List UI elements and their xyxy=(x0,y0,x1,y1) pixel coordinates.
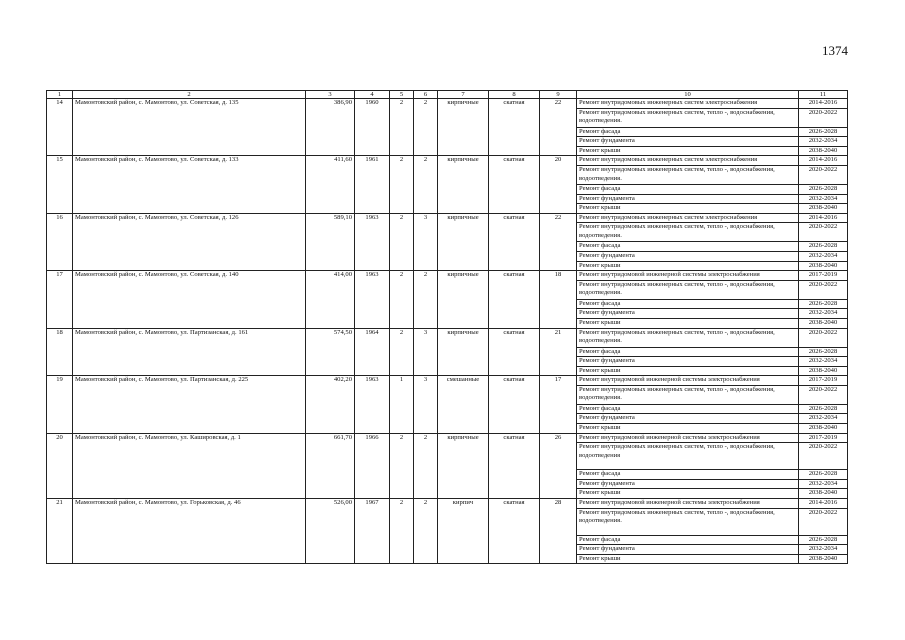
area-cell: 414,00 xyxy=(306,271,355,328)
work-name: Ремонт фундамента xyxy=(577,137,799,147)
work-name: Ремонт крыши xyxy=(577,489,799,499)
work-name: Ремонт крыши xyxy=(577,318,799,328)
roof-cell: скатная xyxy=(489,376,540,433)
area-cell: 402,20 xyxy=(306,376,355,433)
residents-cell: 18 xyxy=(540,271,577,328)
row-number: 14 xyxy=(47,99,73,156)
work-name: Ремонт фундамента xyxy=(577,357,799,367)
work-period: 2026-2028 xyxy=(799,470,848,480)
roof-cell: скатная xyxy=(489,213,540,270)
work-name: Ремонт фасада xyxy=(577,535,799,545)
work-period: 2032-2034 xyxy=(799,479,848,489)
work-period: 2020-2022 xyxy=(799,280,848,299)
work-period: 2038-2040 xyxy=(799,318,848,328)
walls-cell: кирпичные xyxy=(438,328,489,376)
work-name: Ремонт фасада xyxy=(577,299,799,309)
residents-cell: 21 xyxy=(540,328,577,376)
year-cell: 1967 xyxy=(355,499,390,564)
year-cell: 1966 xyxy=(355,433,390,498)
work-name: Ремонт внутридомовых инженерных систем электроснабжения xyxy=(577,99,799,109)
roof-cell: скатная xyxy=(489,271,540,328)
address-cell: Мамонтовский район, с. Мамонтово, ул. Горьковская, д. 46 xyxy=(73,499,306,564)
residents-cell: 26 xyxy=(540,433,577,498)
column-header: 4 xyxy=(355,91,390,99)
work-period: 2026-2028 xyxy=(799,242,848,252)
work-period: 2014-2016 xyxy=(799,213,848,223)
work-name: Ремонт фасада xyxy=(577,347,799,357)
floors-cell: 1 xyxy=(390,376,414,433)
work-name: Ремонт крыши xyxy=(577,554,799,564)
year-cell: 1960 xyxy=(355,99,390,156)
address-cell: Мамонтовский район, с. Мамонтово, ул. Советская, д. 133 xyxy=(73,156,306,213)
address-cell: Мамонтовский район, с. Мамонтово, ул. Кашировская, д. 1 xyxy=(73,433,306,498)
work-period: 2026-2028 xyxy=(799,404,848,414)
area-cell: 589,10 xyxy=(306,213,355,270)
address-cell: Мамонтовский район, с. Мамонтово, ул. Партизанская, д. 161 xyxy=(73,328,306,376)
floors-cell: 2 xyxy=(390,156,414,213)
work-name: Ремонт внутридомовой инженерной системы электроснабжения xyxy=(577,271,799,281)
floors-cell: 2 xyxy=(390,433,414,498)
floors-cell: 2 xyxy=(390,99,414,156)
roof-cell: скатная xyxy=(489,499,540,564)
work-name: Ремонт внутридомовых инженерных систем, тепло -, водоснабжения, водоотведения. xyxy=(577,165,799,184)
work-name: Ремонт внутридомовых инженерных систем, тепло -, водоснабжения, водоотведения. xyxy=(577,223,799,242)
work-period: 2020-2022 xyxy=(799,223,848,242)
entrances-cell: 2 xyxy=(414,99,438,156)
column-header: 1 xyxy=(47,91,73,99)
entrances-cell: 3 xyxy=(414,213,438,270)
work-name: Ремонт внутридомовой инженерной системы электроснабжения xyxy=(577,433,799,443)
work-period: 2020-2022 xyxy=(799,443,848,470)
work-name: Ремонт фундамента xyxy=(577,251,799,261)
roof-cell: скатная xyxy=(489,156,540,213)
work-period: 2032-2034 xyxy=(799,357,848,367)
residents-cell: 20 xyxy=(540,156,577,213)
work-period: 2032-2034 xyxy=(799,137,848,147)
work-name: Ремонт фасада xyxy=(577,404,799,414)
walls-cell: кирпичные xyxy=(438,156,489,213)
row-number: 16 xyxy=(47,213,73,270)
work-name: Ремонт крыши xyxy=(577,366,799,376)
table-row xyxy=(47,376,848,386)
table-row xyxy=(47,213,848,223)
area-cell: 386,90 xyxy=(306,99,355,156)
work-period: 2017-2019 xyxy=(799,433,848,443)
work-period: 2020-2022 xyxy=(799,385,848,404)
row-number: 19 xyxy=(47,376,73,433)
roof-cell: скатная xyxy=(489,433,540,498)
work-period: 2020-2022 xyxy=(799,108,848,127)
walls-cell: смешанные xyxy=(438,376,489,433)
work-name: Ремонт внутридомовых инженерных систем электроснабжения xyxy=(577,213,799,223)
table-row xyxy=(47,499,848,509)
work-name: Ремонт внутридомовых инженерных систем, тепло -, водоснабжения, водоотведения. xyxy=(577,280,799,299)
work-period: 2026-2028 xyxy=(799,347,848,357)
housing-repair-table xyxy=(46,90,848,564)
residents-cell: 17 xyxy=(540,376,577,433)
work-name: Ремонт внутридомовых инженерных систем электроснабжения xyxy=(577,156,799,166)
floors-cell: 2 xyxy=(390,213,414,270)
work-period: 2026-2028 xyxy=(799,535,848,545)
work-name: Ремонт внутридомовой инженерной системы электроснабжения xyxy=(577,376,799,386)
work-period: 2014-2016 xyxy=(799,99,848,109)
entrances-cell: 2 xyxy=(414,156,438,213)
work-name: Ремонт внутридомовых инженерных систем, тепло -, водоснабжения, водоотведения. xyxy=(577,108,799,127)
column-header: 8 xyxy=(489,91,540,99)
work-name: Ремонт фасада xyxy=(577,242,799,252)
work-name: Ремонт крыши xyxy=(577,146,799,156)
work-period: 2017-2019 xyxy=(799,376,848,386)
floors-cell: 2 xyxy=(390,271,414,328)
entrances-cell: 2 xyxy=(414,433,438,498)
work-period: 2017-2019 xyxy=(799,271,848,281)
column-header: 5 xyxy=(390,91,414,99)
year-cell: 1961 xyxy=(355,156,390,213)
work-period: 2032-2034 xyxy=(799,251,848,261)
column-header: 10 xyxy=(577,91,799,99)
work-name: Ремонт крыши xyxy=(577,261,799,271)
work-period: 2038-2040 xyxy=(799,366,848,376)
work-period: 2026-2028 xyxy=(799,127,848,137)
work-period: 2026-2028 xyxy=(799,184,848,194)
walls-cell: кирпичные xyxy=(438,433,489,498)
work-name: Ремонт внутридомовой инженерной системы электроснабжения xyxy=(577,499,799,509)
column-header: 3 xyxy=(306,91,355,99)
table-row xyxy=(47,328,848,347)
table-row xyxy=(47,433,848,443)
year-cell: 1963 xyxy=(355,271,390,328)
entrances-cell: 2 xyxy=(414,499,438,564)
table-row xyxy=(47,271,848,281)
work-period: 2038-2040 xyxy=(799,261,848,271)
work-name: Ремонт фундамента xyxy=(577,309,799,319)
column-header: 6 xyxy=(414,91,438,99)
row-number: 18 xyxy=(47,328,73,376)
work-name: Ремонт фундамента xyxy=(577,414,799,424)
work-name: Ремонт фундамента xyxy=(577,194,799,204)
row-number: 20 xyxy=(47,433,73,498)
address-cell: Мамонтовский район, с. Мамонтово, ул. Партизанская, д. 225 xyxy=(73,376,306,433)
work-name: Ремонт фасада xyxy=(577,184,799,194)
column-header: 7 xyxy=(438,91,489,99)
area-cell: 661,70 xyxy=(306,433,355,498)
work-name: Ремонт крыши xyxy=(577,204,799,214)
work-period: 2038-2040 xyxy=(799,146,848,156)
work-period: 2026-2028 xyxy=(799,299,848,309)
work-period: 2038-2040 xyxy=(799,554,848,564)
address-cell: Мамонтовский район, с. Мамонтово, ул. Советская, д. 126 xyxy=(73,213,306,270)
year-cell: 1963 xyxy=(355,376,390,433)
roof-cell: скатная xyxy=(489,328,540,376)
walls-cell: кирпичные xyxy=(438,99,489,156)
work-period: 2032-2034 xyxy=(799,194,848,204)
entrances-cell: 3 xyxy=(414,376,438,433)
page-number: 1374 xyxy=(822,43,848,58)
work-period: 2020-2022 xyxy=(799,508,848,535)
year-cell: 1964 xyxy=(355,328,390,376)
work-name: Ремонт фасада xyxy=(577,127,799,137)
work-period: 2032-2034 xyxy=(799,309,848,319)
work-name: Ремонт фундамента xyxy=(577,545,799,555)
walls-cell: кирпич xyxy=(438,499,489,564)
column-header: 11 xyxy=(799,91,848,99)
table-row xyxy=(47,99,848,109)
area-cell: 411,60 xyxy=(306,156,355,213)
table-row xyxy=(47,156,848,166)
address-cell: Мамонтовский район, с. Мамонтово, ул. Советская, д. 140 xyxy=(73,271,306,328)
floors-cell: 2 xyxy=(390,328,414,376)
work-period: 2020-2022 xyxy=(799,328,848,347)
work-name: Ремонт внутридомовых инженерных систем, тепло -, водоснабжения, водоотведения. xyxy=(577,508,799,535)
work-period: 2014-2016 xyxy=(799,156,848,166)
area-cell: 526,00 xyxy=(306,499,355,564)
work-period: 2038-2040 xyxy=(799,489,848,499)
row-number: 17 xyxy=(47,271,73,328)
column-header: 9 xyxy=(540,91,577,99)
work-name: Ремонт внутридомовых инженерных систем, тепло -, водоснабжения, водоотведения. xyxy=(577,328,799,347)
year-cell: 1963 xyxy=(355,213,390,270)
work-period: 2038-2040 xyxy=(799,204,848,214)
work-name: Ремонт фасада xyxy=(577,470,799,480)
work-name: Ремонт фундамента xyxy=(577,479,799,489)
work-period: 2020-2022 xyxy=(799,165,848,184)
column-header-row xyxy=(47,91,848,99)
work-name: Ремонт внутридомовых инженерных систем, тепло -, водоснабжения, водоотведения xyxy=(577,443,799,470)
floors-cell: 2 xyxy=(390,499,414,564)
area-cell: 574,50 xyxy=(306,328,355,376)
column-header: 2 xyxy=(73,91,306,99)
entrances-cell: 2 xyxy=(414,271,438,328)
walls-cell: кирпичные xyxy=(438,271,489,328)
work-period: 2032-2034 xyxy=(799,545,848,555)
entrances-cell: 3 xyxy=(414,328,438,376)
address-cell: Мамонтовский район, с. Мамонтово, ул. Советская, д. 135 xyxy=(73,99,306,156)
row-number: 15 xyxy=(47,156,73,213)
work-name: Ремонт внутридомовых инженерных систем, тепло -, водоснабжения, водоотведения. xyxy=(577,385,799,404)
row-number: 21 xyxy=(47,499,73,564)
residents-cell: 22 xyxy=(540,213,577,270)
work-name: Ремонт крыши xyxy=(577,424,799,434)
walls-cell: кирпичные xyxy=(438,213,489,270)
work-period: 2032-2034 xyxy=(799,414,848,424)
work-period: 2038-2040 xyxy=(799,424,848,434)
roof-cell: скатная xyxy=(489,99,540,156)
residents-cell: 28 xyxy=(540,499,577,564)
work-period: 2014-2016 xyxy=(799,499,848,509)
residents-cell: 22 xyxy=(540,99,577,156)
